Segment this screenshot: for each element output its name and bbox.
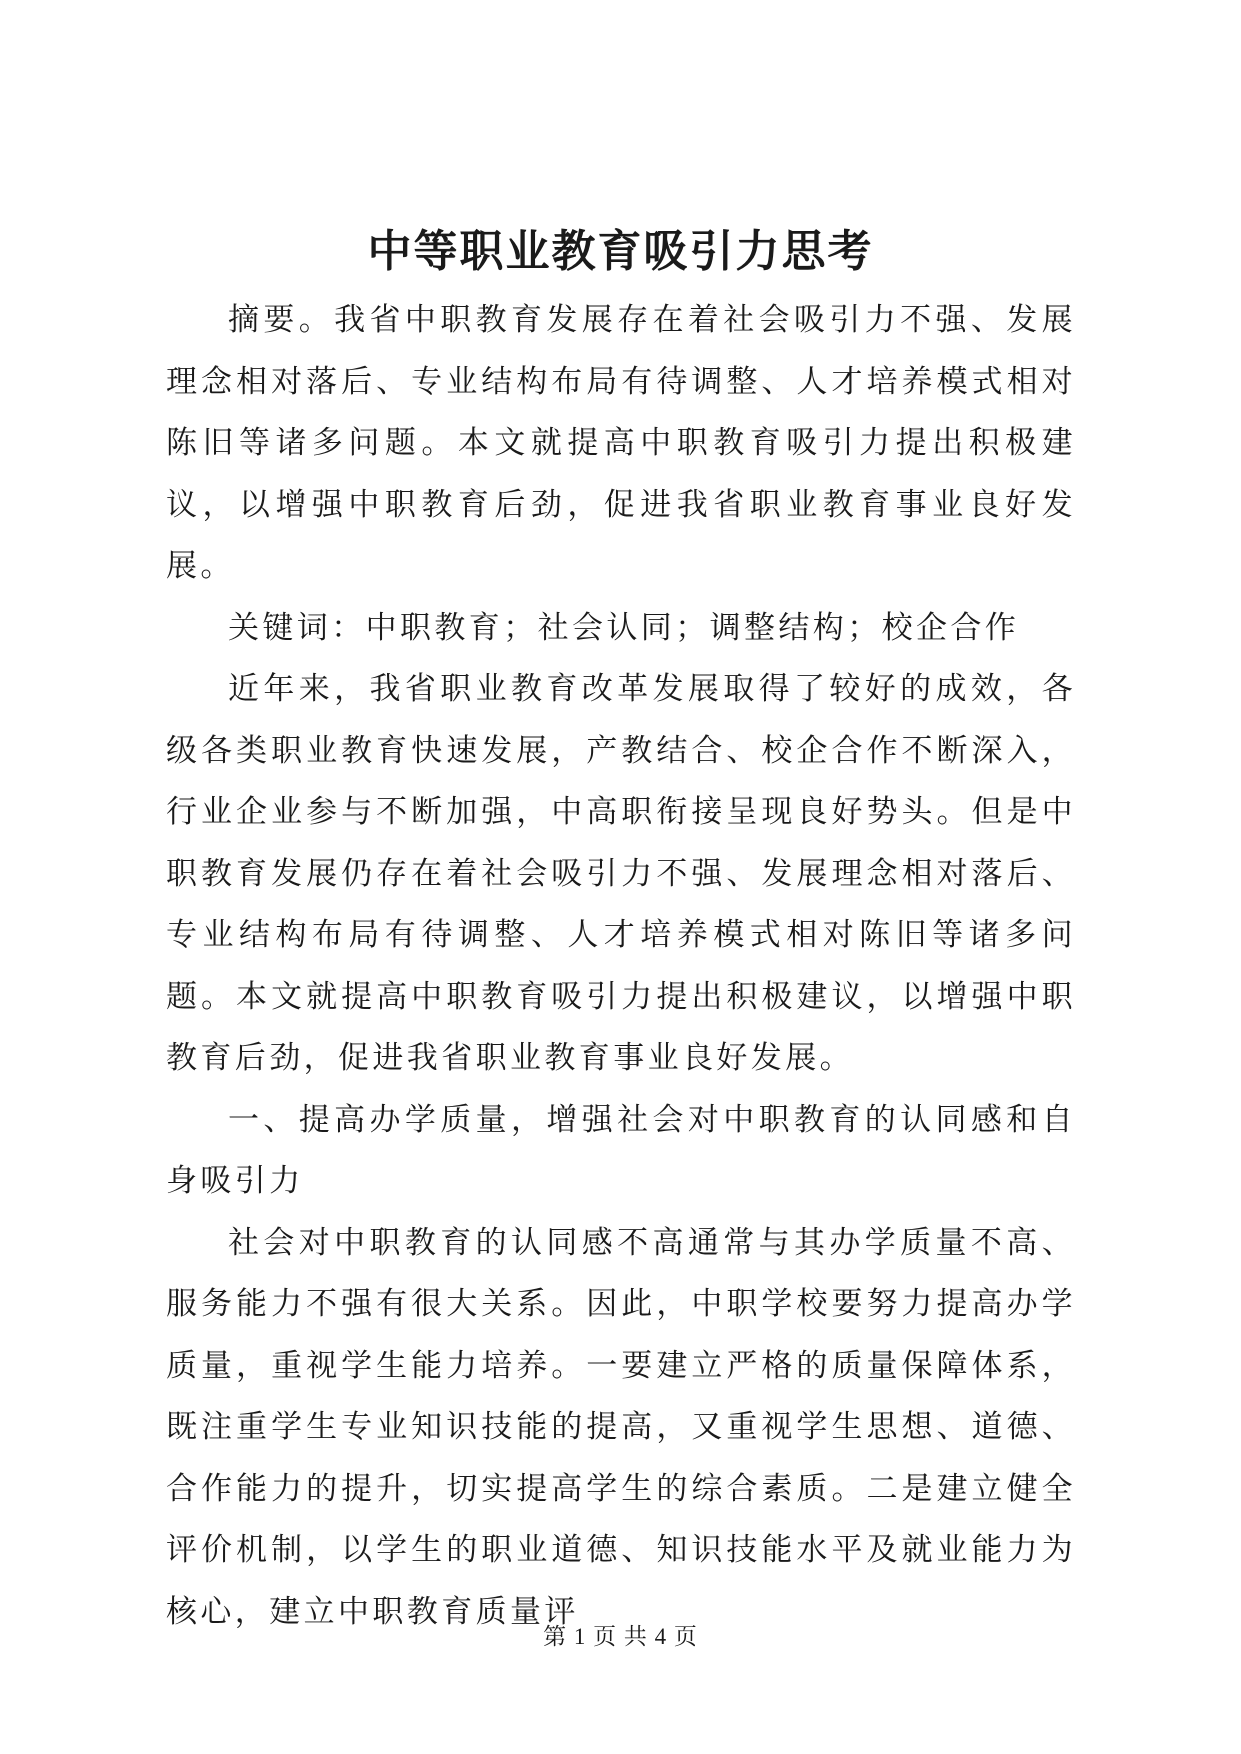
document-body [166, 290, 1076, 1643]
abstract-paragraph: 摘要。我省中职教育发展存在着社会吸引力不强、发展理念相对落后、专业结构布局有待调整、人才培养模式相对陈旧等诸多问题。本文就提高中职教育吸引力提出积极建议，以增强中职教育后劲，促进我省职业教育事业良好发展。 [166, 302, 1076, 584]
section-heading: 一、提高办学质量，增强社会对中职教育的认同感和自身吸引力 [166, 1101, 1076, 1199]
section-paragraph: 社会对中职教育的认同感不高通常与其办学质量不高、服务能力不强有很大关系。因此，中职学校要努力提高办学质量，重视学生能力培养。一要建立严格的质量保障体系，既注重学生专业知识技能的提高，又重视学生思想、道德、合作能力的提升，切实提高学生的综合素质。二是建立健全评价机制，以学生的职业道德、知识技能水平及就业能力为核心，建立中职教育质量评 [166, 1224, 1076, 1630]
document-title: 中等职业教育吸引力思考 [367, 226, 874, 277]
page-footer: 第 1 页 共 4 页 [543, 1624, 698, 1649]
intro-paragraph: 近年来，我省职业教育改革发展取得了较好的成效，各级各类职业教育快速发展，产教结合、校企合作不断深入，行业企业参与不断加强，中高职衔接呈现良好势头。但是中职教育发展仍存在着社会吸引力不强、发展理念相对落后、专业结构布局有待调整、人才培养模式相对陈旧等诸多问题。本文就提高中职教育吸引力提出积极建议，以增强中职教育后劲，促进我省职业教育事业良好发展。 [166, 671, 1076, 1076]
keywords-paragraph: 关键词：中职教育；社会认同；调整结构；校企合作 [228, 609, 1020, 646]
